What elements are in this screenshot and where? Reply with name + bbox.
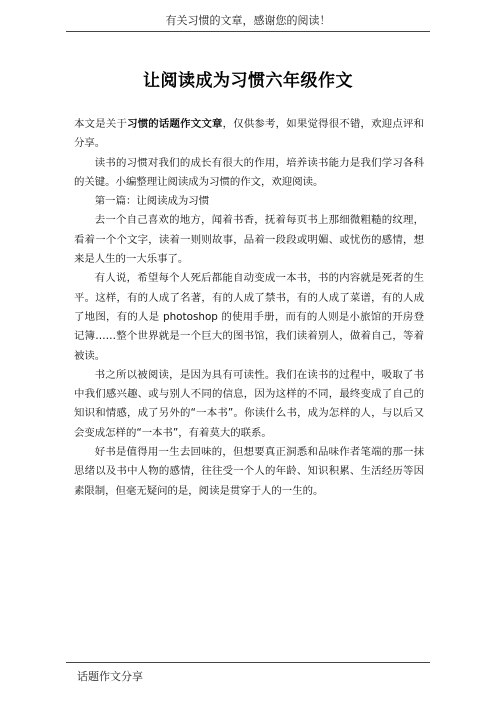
header-divider xyxy=(66,31,430,32)
paragraph-1: 读书的习惯对我们的成长有很大的作用，培养读书能力是我们学习各科的关键。小编整理让阅读成为习惯的作文，欢迎阅读。 xyxy=(74,156,424,188)
page-header: 有关习惯的文章，感谢您的阅读！ xyxy=(165,14,331,27)
page-footer: 话题作文分享 xyxy=(77,670,143,683)
paragraph-5: 好书是值得用一生去回味的，但想要真正洞悉和品味作者笔端的那一抹思绪以及书中人物的感情，往往受一个人的年龄、知识积累、生活经历等因素限制，但毫无疑问的是，阅读是贯穿于人的一生的。 xyxy=(74,446,424,497)
document-title: 让阅读成为习惯六年级作文 xyxy=(143,71,353,91)
intro-text-pre: 本文是关于 xyxy=(74,118,128,130)
paragraph-2: 去一个自己喜欢的地方，闻着书香，抚着每页书上那细微粗糙的纹理，看着一个个文字，读着一则则故事，品着一段段或明媚、或忧伤的感情，想来是人生的一大乐事了。 xyxy=(74,214,424,266)
paragraph-3: 有人说，希望每个人死后都能自动变成一本书，书的内容就是死者的生平。这样，有的人成了名著，有的人成了禁书，有的人成了菜谱，有的人成了地图，有的人是 photoshop 的使用手册，而有的人则是小旅馆的开房登记簿……整个世界就是一个巨大的图书馆，我们读着别人，做着自己，等着被读。 xyxy=(74,272,424,362)
paragraph-4: 书之所以被阅读，是因为具有可读性。我们在读书的过程中，吸取了书中我们感兴趣、或与别人不同的信息，因为这样的不同，最终变成了自己的知识和情感，成了另外的“一本书”。你读什么书，成为怎样的人，与以后又会变成怎样的“一本书”，有着莫大的联系。 xyxy=(74,368,424,439)
article-body xyxy=(74,115,424,501)
intro-text-post: ，仅供参考，如果觉得很不错，欢迎点评和分享。 xyxy=(74,118,425,150)
intro-topic-bold: 习惯的话题作文文章 xyxy=(127,118,223,130)
intro-paragraph xyxy=(74,115,424,154)
footer-divider xyxy=(66,662,430,663)
section-subheading: 第一篇：让阅读成为习惯 xyxy=(94,195,210,208)
